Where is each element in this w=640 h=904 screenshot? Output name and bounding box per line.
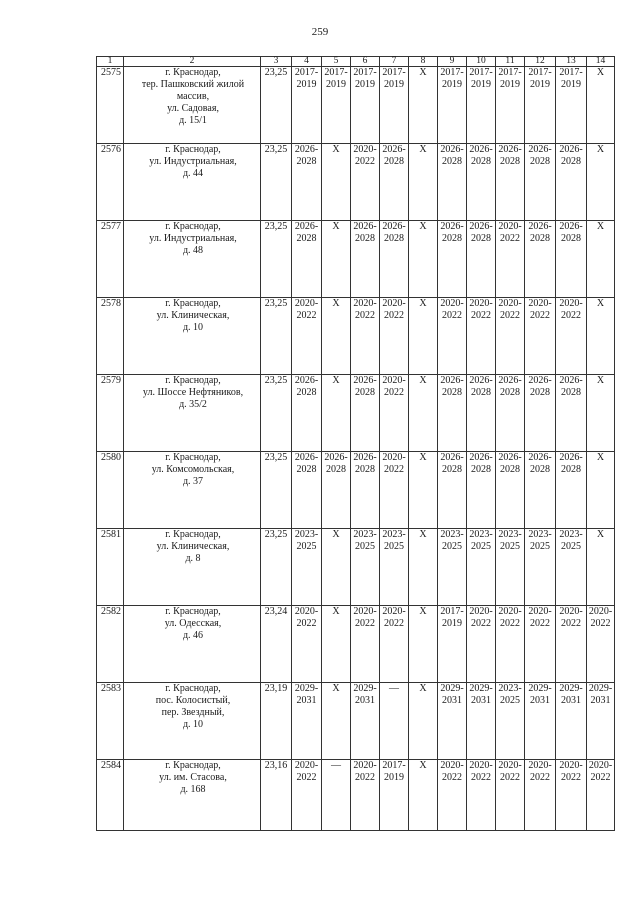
period-cell: 2026- 2028 bbox=[556, 221, 587, 298]
address-line: ул. Садовая, bbox=[167, 103, 219, 114]
address-line: г. Краснодар, bbox=[165, 144, 221, 155]
column-header: 2 bbox=[124, 57, 261, 67]
row-number: 2581 bbox=[97, 529, 124, 606]
row-number: 2578 bbox=[97, 298, 124, 375]
row-number: 2580 bbox=[97, 452, 124, 529]
address-line: д. 48 bbox=[182, 245, 204, 256]
value-cell: 23,25 bbox=[261, 221, 292, 298]
period-cell: 2029- 2031 bbox=[525, 683, 556, 760]
period-cell: 2017- 2019 bbox=[438, 606, 467, 683]
period-cell: 2026- 2028 bbox=[467, 375, 496, 452]
period-cell: 2026- 2028 bbox=[438, 452, 467, 529]
address-line: ул. Одесская, bbox=[164, 618, 222, 629]
address-line: г. Краснодар, bbox=[165, 221, 221, 232]
period-cell: 2023- 2025 bbox=[438, 529, 467, 606]
period-cell: 2023- 2025 bbox=[556, 529, 587, 606]
period-cell: 2020- 2022 bbox=[556, 298, 587, 375]
period-cell: X bbox=[409, 298, 438, 375]
column-header: 6 bbox=[351, 57, 380, 67]
period-cell: X bbox=[409, 760, 438, 831]
address-line: ул. Комсомольская, bbox=[151, 464, 235, 475]
address-cell bbox=[124, 529, 261, 606]
period-cell: 2026- 2028 bbox=[292, 144, 322, 221]
period-cell: 2023- 2025 bbox=[525, 529, 556, 606]
row-number: 2577 bbox=[97, 221, 124, 298]
period-cell: X bbox=[409, 375, 438, 452]
address-cell bbox=[124, 298, 261, 375]
period-cell: 2020- 2022 bbox=[496, 760, 525, 831]
period-cell: X bbox=[587, 221, 615, 298]
period-cell: 2023- 2025 bbox=[351, 529, 380, 606]
address-line: пер. Звездный, bbox=[161, 707, 225, 718]
period-cell: 2020- 2022 bbox=[525, 760, 556, 831]
period-cell: 2026- 2028 bbox=[496, 452, 525, 529]
column-header: 1 bbox=[97, 57, 124, 67]
period-cell: 2020- 2022 bbox=[292, 760, 322, 831]
address-line: д. 168 bbox=[180, 784, 206, 795]
table-row bbox=[97, 606, 615, 683]
value-cell: 23,16 bbox=[261, 760, 292, 831]
column-header: 14 bbox=[587, 57, 615, 67]
period-cell: X bbox=[409, 529, 438, 606]
row-number: 2582 bbox=[97, 606, 124, 683]
period-cell: 2020- 2022 bbox=[467, 606, 496, 683]
registry-table bbox=[96, 56, 615, 831]
address-line: г. Краснодар, bbox=[165, 760, 221, 771]
period-cell: 2017- 2019 bbox=[351, 67, 380, 144]
period-cell: 2020- 2022 bbox=[351, 606, 380, 683]
period-cell: 2026- 2028 bbox=[525, 375, 556, 452]
period-cell: 2026- 2028 bbox=[525, 452, 556, 529]
address-line: г. Краснодар, bbox=[165, 375, 221, 386]
header-row bbox=[97, 57, 615, 67]
period-cell: 2026- 2028 bbox=[438, 221, 467, 298]
address-line: тер. Пашковский жилой bbox=[141, 79, 245, 90]
period-cell: X bbox=[587, 529, 615, 606]
period-cell: X bbox=[587, 67, 615, 144]
address-line: д. 10 bbox=[182, 322, 204, 333]
row-number: 2576 bbox=[97, 144, 124, 221]
period-cell: 2020- 2022 bbox=[587, 606, 615, 683]
period-cell: 2020- 2022 bbox=[380, 452, 409, 529]
row-number: 2583 bbox=[97, 683, 124, 760]
address-line: д. 44 bbox=[182, 168, 204, 179]
period-cell: 2026- 2028 bbox=[438, 375, 467, 452]
row-number: 2575 bbox=[97, 67, 124, 144]
table-row bbox=[97, 529, 615, 606]
period-cell: 2026- 2028 bbox=[380, 144, 409, 221]
period-cell: 2029- 2031 bbox=[556, 683, 587, 760]
address-line: г. Краснодар, bbox=[165, 67, 221, 78]
period-cell: X bbox=[409, 67, 438, 144]
period-cell: 2023- 2025 bbox=[380, 529, 409, 606]
period-cell: 2026- 2028 bbox=[438, 144, 467, 221]
table-row bbox=[97, 144, 615, 221]
period-cell: 2026- 2028 bbox=[496, 375, 525, 452]
period-cell: — bbox=[322, 760, 351, 831]
period-cell: 2017- 2019 bbox=[525, 67, 556, 144]
address-line: д. 46 bbox=[182, 630, 204, 641]
column-header: 5 bbox=[322, 57, 351, 67]
period-cell: 2020- 2022 bbox=[467, 760, 496, 831]
period-cell: 2020- 2022 bbox=[496, 221, 525, 298]
address-line: ул. Клиническая, bbox=[156, 310, 230, 321]
period-cell: 2020- 2022 bbox=[438, 760, 467, 831]
period-cell: 2026- 2028 bbox=[525, 144, 556, 221]
table-row bbox=[97, 760, 615, 831]
address-line: ул. Клиническая, bbox=[156, 541, 230, 552]
address-cell bbox=[124, 221, 261, 298]
period-cell: X bbox=[322, 221, 351, 298]
period-cell: 2017- 2019 bbox=[556, 67, 587, 144]
period-cell: 2020- 2022 bbox=[496, 606, 525, 683]
period-cell: 2029- 2031 bbox=[438, 683, 467, 760]
period-cell: 2026- 2028 bbox=[351, 375, 380, 452]
period-cell: 2017- 2019 bbox=[380, 67, 409, 144]
period-cell: 2029- 2031 bbox=[292, 683, 322, 760]
period-cell: 2020- 2022 bbox=[351, 144, 380, 221]
address-line: г. Краснодар, bbox=[165, 529, 221, 540]
address-line: г. Краснодар, bbox=[165, 683, 221, 694]
period-cell: 2026- 2028 bbox=[351, 221, 380, 298]
column-header: 10 bbox=[467, 57, 496, 67]
value-cell: 23,25 bbox=[261, 298, 292, 375]
column-header: 7 bbox=[380, 57, 409, 67]
period-cell: 2020- 2022 bbox=[380, 606, 409, 683]
period-cell: X bbox=[587, 298, 615, 375]
period-cell: 2026- 2028 bbox=[380, 221, 409, 298]
address-line: массив, bbox=[176, 91, 210, 102]
period-cell: 2023- 2025 bbox=[292, 529, 322, 606]
period-cell: 2017- 2019 bbox=[292, 67, 322, 144]
period-cell: 2026- 2028 bbox=[525, 221, 556, 298]
period-cell: X bbox=[322, 606, 351, 683]
page-number: 259 bbox=[311, 26, 329, 38]
period-cell: 2026- 2028 bbox=[496, 144, 525, 221]
period-cell: 2020- 2022 bbox=[292, 298, 322, 375]
period-cell: X bbox=[587, 452, 615, 529]
period-cell: 2020- 2022 bbox=[380, 375, 409, 452]
period-cell: 2026- 2028 bbox=[351, 452, 380, 529]
period-cell: 2026- 2028 bbox=[292, 221, 322, 298]
column-header: 4 bbox=[292, 57, 322, 67]
address-line: д. 37 bbox=[182, 476, 204, 487]
period-cell: 2020- 2022 bbox=[556, 606, 587, 683]
address-line: д. 15/1 bbox=[179, 115, 207, 126]
period-cell: 2023- 2025 bbox=[496, 683, 525, 760]
period-cell: 2020- 2022 bbox=[380, 298, 409, 375]
period-cell: 2026- 2028 bbox=[467, 221, 496, 298]
period-cell: X bbox=[409, 606, 438, 683]
period-cell: 2017- 2019 bbox=[496, 67, 525, 144]
period-cell: 2020- 2022 bbox=[351, 298, 380, 375]
value-cell: 23,25 bbox=[261, 144, 292, 221]
address-line: ул. Индустриальная, bbox=[149, 233, 237, 244]
address-cell bbox=[124, 683, 261, 760]
period-cell: X bbox=[322, 298, 351, 375]
address-cell bbox=[124, 144, 261, 221]
period-cell: 2026- 2028 bbox=[467, 144, 496, 221]
column-header: 9 bbox=[438, 57, 467, 67]
period-cell: 2017- 2019 bbox=[467, 67, 496, 144]
period-cell: X bbox=[587, 375, 615, 452]
address-line: ул. Индустриальная, bbox=[149, 156, 237, 167]
period-cell: 2026- 2028 bbox=[556, 375, 587, 452]
period-cell: 2029- 2031 bbox=[467, 683, 496, 760]
address-cell bbox=[124, 452, 261, 529]
period-cell: 2020- 2022 bbox=[496, 298, 525, 375]
table-row bbox=[97, 67, 615, 144]
value-cell: 23,25 bbox=[261, 375, 292, 452]
table-row bbox=[97, 298, 615, 375]
column-header: 12 bbox=[525, 57, 556, 67]
period-cell: X bbox=[409, 144, 438, 221]
row-number: 2584 bbox=[97, 760, 124, 831]
period-cell: 2026- 2028 bbox=[322, 452, 351, 529]
period-cell: 2017- 2019 bbox=[380, 760, 409, 831]
period-cell: 2020- 2022 bbox=[525, 606, 556, 683]
period-cell: X bbox=[322, 529, 351, 606]
period-cell: 2017- 2019 bbox=[322, 67, 351, 144]
row-number: 2579 bbox=[97, 375, 124, 452]
address-line: ул. им. Стасова, bbox=[159, 772, 227, 783]
table-row bbox=[97, 221, 615, 298]
address-cell bbox=[124, 375, 261, 452]
column-header: 3 bbox=[261, 57, 292, 67]
period-cell: 2026- 2028 bbox=[467, 452, 496, 529]
address-line: г. Краснодар, bbox=[165, 606, 221, 617]
period-cell: 2017- 2019 bbox=[438, 67, 467, 144]
period-cell: 2020- 2022 bbox=[438, 298, 467, 375]
period-cell: 2020- 2022 bbox=[556, 760, 587, 831]
value-cell: 23,25 bbox=[261, 452, 292, 529]
address-cell bbox=[124, 606, 261, 683]
table-row bbox=[97, 683, 615, 760]
period-cell: — bbox=[380, 683, 409, 760]
period-cell: 2023- 2025 bbox=[467, 529, 496, 606]
period-cell: 2026- 2028 bbox=[556, 144, 587, 221]
address-line: г. Краснодар, bbox=[165, 452, 221, 463]
period-cell: 2020- 2022 bbox=[351, 760, 380, 831]
address-line: д. 10 bbox=[182, 719, 204, 730]
table-row bbox=[97, 452, 615, 529]
period-cell: 2026- 2028 bbox=[292, 452, 322, 529]
period-cell: 2026- 2028 bbox=[292, 375, 322, 452]
address-line: пос. Колосистый, bbox=[155, 695, 231, 706]
value-cell: 23,25 bbox=[261, 529, 292, 606]
period-cell: 2029- 2031 bbox=[587, 683, 615, 760]
column-header: 13 bbox=[556, 57, 587, 67]
address-line: г. Краснодар, bbox=[165, 298, 221, 309]
table-body bbox=[97, 57, 615, 831]
period-cell: X bbox=[322, 375, 351, 452]
period-cell: 2020- 2022 bbox=[525, 298, 556, 375]
address-cell bbox=[124, 67, 261, 144]
period-cell: X bbox=[409, 452, 438, 529]
period-cell: X bbox=[322, 144, 351, 221]
period-cell: 2029- 2031 bbox=[351, 683, 380, 760]
value-cell: 23,25 bbox=[261, 67, 292, 144]
period-cell: 2026- 2028 bbox=[556, 452, 587, 529]
period-cell: X bbox=[322, 683, 351, 760]
column-header: 11 bbox=[496, 57, 525, 67]
period-cell: 2020- 2022 bbox=[292, 606, 322, 683]
value-cell: 23,19 bbox=[261, 683, 292, 760]
table-row bbox=[97, 375, 615, 452]
address-line: ул. Шоссе Нефтяников, bbox=[142, 387, 244, 398]
address-line: д. 35/2 bbox=[179, 399, 207, 410]
period-cell: X bbox=[587, 144, 615, 221]
period-cell: X bbox=[409, 683, 438, 760]
address-cell bbox=[124, 760, 261, 831]
period-cell: 2023- 2025 bbox=[496, 529, 525, 606]
period-cell: 2020- 2022 bbox=[587, 760, 615, 831]
period-cell: 2020- 2022 bbox=[467, 298, 496, 375]
period-cell: X bbox=[409, 221, 438, 298]
column-header: 8 bbox=[409, 57, 438, 67]
value-cell: 23,24 bbox=[261, 606, 292, 683]
address-line: д. 8 bbox=[185, 553, 201, 564]
